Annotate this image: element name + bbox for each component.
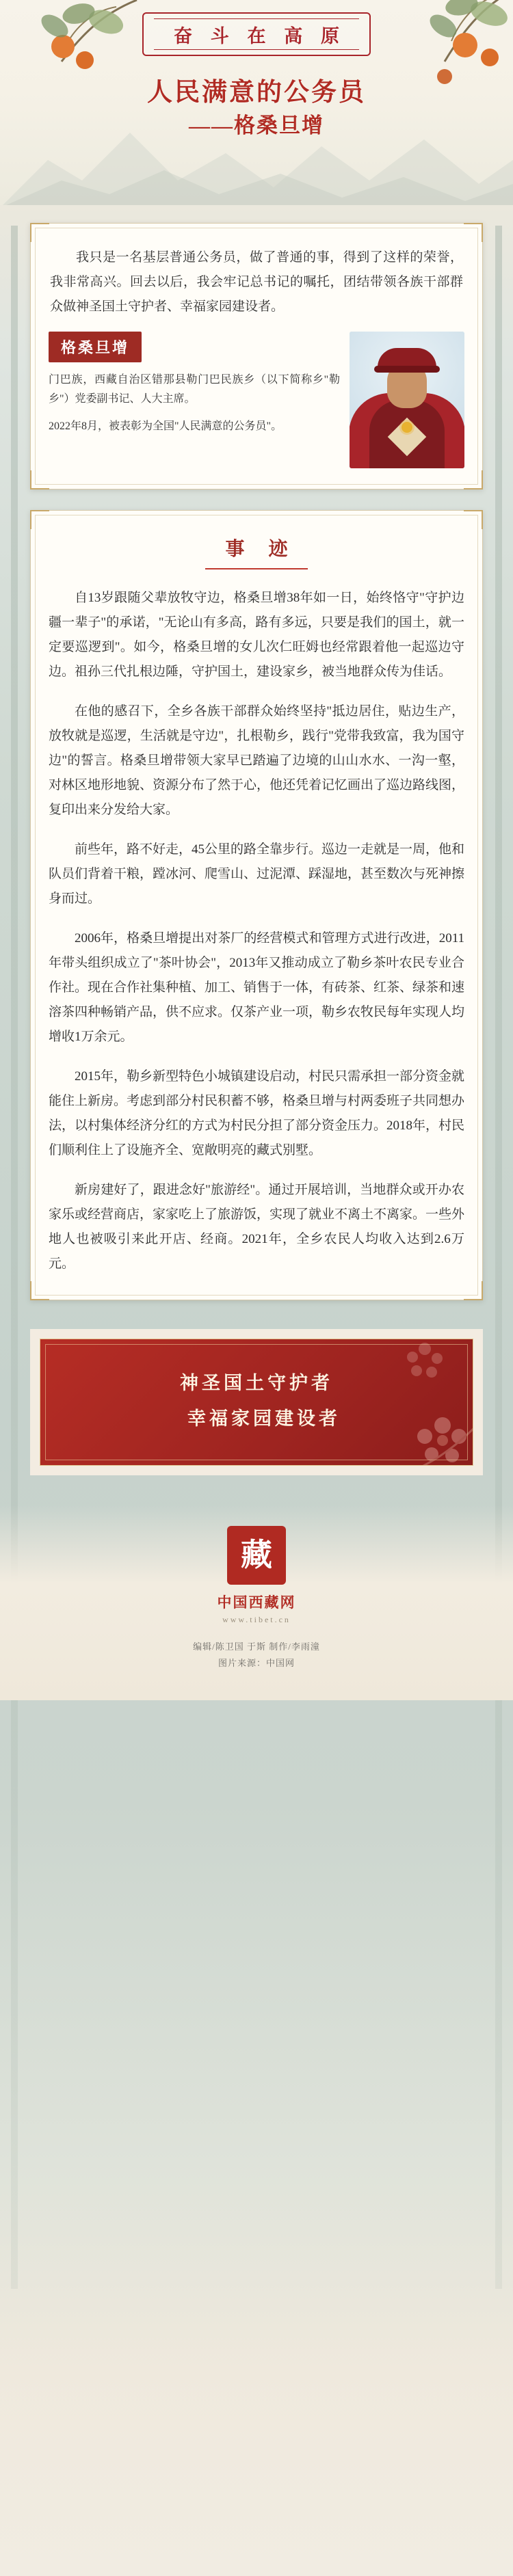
corner-ornament-top-left	[30, 510, 49, 529]
story-paragraph: 前些年，路不好走，45公里的路全靠步行。巡边一走就是一周，他和队员们背着干粮，蹚冰河、爬雪山、过泥潭、踩湿地，甚至数次与死神擦身而过。	[49, 842, 465, 906]
slogan-line-2: 幸福家园建设者	[187, 1408, 341, 1429]
portrait-medal-icon	[402, 422, 412, 433]
person-info	[49, 332, 340, 436]
site-name: 中国西藏网	[217, 1594, 296, 1611]
corner-ornament-bottom-left	[30, 470, 49, 489]
quote-text: 我只是一名基层普通公务员，做了普通的事，得到了这样的荣誉，我非常高兴。回去以后，我会牢记总书记的嘱托，团结带领各族干部群众做神圣国土守护者、幸福家园建设者。	[50, 250, 463, 314]
story-paragraph: 新房建好了，跟进念好"旅游经"。通过开展培训，当地群众或开办农家乐或经营商店，家家吃上了旅游饭，实现了就业不离土不离家。一些外地人也被吸引来此开店、经商。2021年，全乡农民人均收入达到2.6万元。	[49, 1183, 465, 1271]
banner-title: 奋 斗 在 高 原	[154, 18, 359, 50]
content-area	[0, 223, 513, 1700]
story-paragraph: 在他的感召下，全乡各族干部群众始终坚持"抵边居住，贴边生产，放牧就是巡逻，生活就是守边"，扎根勒乡，践行"党带我致富，我为国守边"的誓言。格桑旦增带领大家早已踏遍了边境的山山水水、一沟一壑，对林区地形地貌、资源分布了然于心，他还凭着记忆画出了巡边路线图，复印出来分发给大家。	[49, 704, 465, 817]
story-paragraph: 2015年，勒乡新型特色小城镇建设启动，村民只需承担一部分资金就能住上新房。考虑到部分村民积蓄不够，格桑旦增与村两委班子共同想办法，以村集体经济分红的方式为村民分担了部分资金压力。2018年，村民们顺利住上了设施齐全、宽敞明亮的藏式别墅。	[49, 1069, 465, 1157]
person-description: 门巴族，西藏自治区错那县勒门巴民族乡（以下简称乡"勒乡"）党委副书记、人大主席。	[49, 374, 340, 405]
person-row	[49, 332, 464, 468]
corner-ornament-bottom-left	[30, 1281, 49, 1300]
slogan-line-1: 神圣国土守护者	[180, 1373, 333, 1393]
slogan-panel-wrapper	[30, 1329, 483, 1475]
footer	[0, 1505, 513, 1700]
heading-divider	[205, 568, 308, 569]
person-award: 2022年8月，被表彰为全国"人民满意的公务员"。	[49, 420, 282, 432]
credits	[0, 1639, 513, 1672]
page-subtitle: ——格桑旦增	[189, 113, 324, 137]
credits-line-2: 图片来源：中国网	[218, 1658, 295, 1668]
header-decoration	[0, 0, 513, 205]
corner-ornament-bottom-right	[464, 470, 483, 489]
slogan-panel	[40, 1339, 473, 1466]
corner-ornament-top-right	[464, 223, 483, 242]
story-paragraph: 自13岁跟随父辈放牧守边，格桑旦增38年如一日，始终恪守"守护边疆一辈子"的承诺，"无论山有多高，路有多远，只要是我们的国土，就一定要巡逻到"。如今，格桑旦增的女儿次仁旺姆也经常跟着他一起巡边守边。祖孙三代扎根边陲，守护国土，建设家乡，被当地群众传为佳话。	[49, 591, 464, 679]
portrait-hat-brim	[374, 366, 440, 373]
banner-title-frame	[142, 12, 371, 56]
quote-card	[30, 223, 483, 489]
site-url[interactable]: www.tibet.cn	[222, 1615, 291, 1624]
site-logo-icon[interactable]: 藏	[227, 1526, 286, 1585]
corner-ornament-top-left	[30, 223, 49, 242]
person-name-badge: 格桑旦增	[49, 332, 142, 362]
story-paragraph: 2006年，格桑旦增提出对茶厂的经营模式和管理方式进行改进，2011年带头组织成立了"茶叶协会"，2013年又推动成立了勒乡茶叶农民专业合作社。现在合作社集种植、加工、销售于一体，有砖茶、红茶、绿茶和速溶茶四种畅销产品，供不应求。仅茶产业一项，勒乡农牧民每年实现人均增收1万余元。	[49, 931, 465, 1044]
corner-ornament-top-right	[464, 510, 483, 529]
page-title: 人民满意的公务员	[147, 79, 366, 107]
credits-line-1: 编辑/陈卫国 于斯 制作/李雨潼	[193, 1641, 320, 1652]
person-portrait	[350, 332, 464, 468]
corner-ornament-bottom-right	[464, 1281, 483, 1300]
story-card	[30, 510, 483, 1300]
story-heading: 事 迹	[225, 539, 298, 560]
